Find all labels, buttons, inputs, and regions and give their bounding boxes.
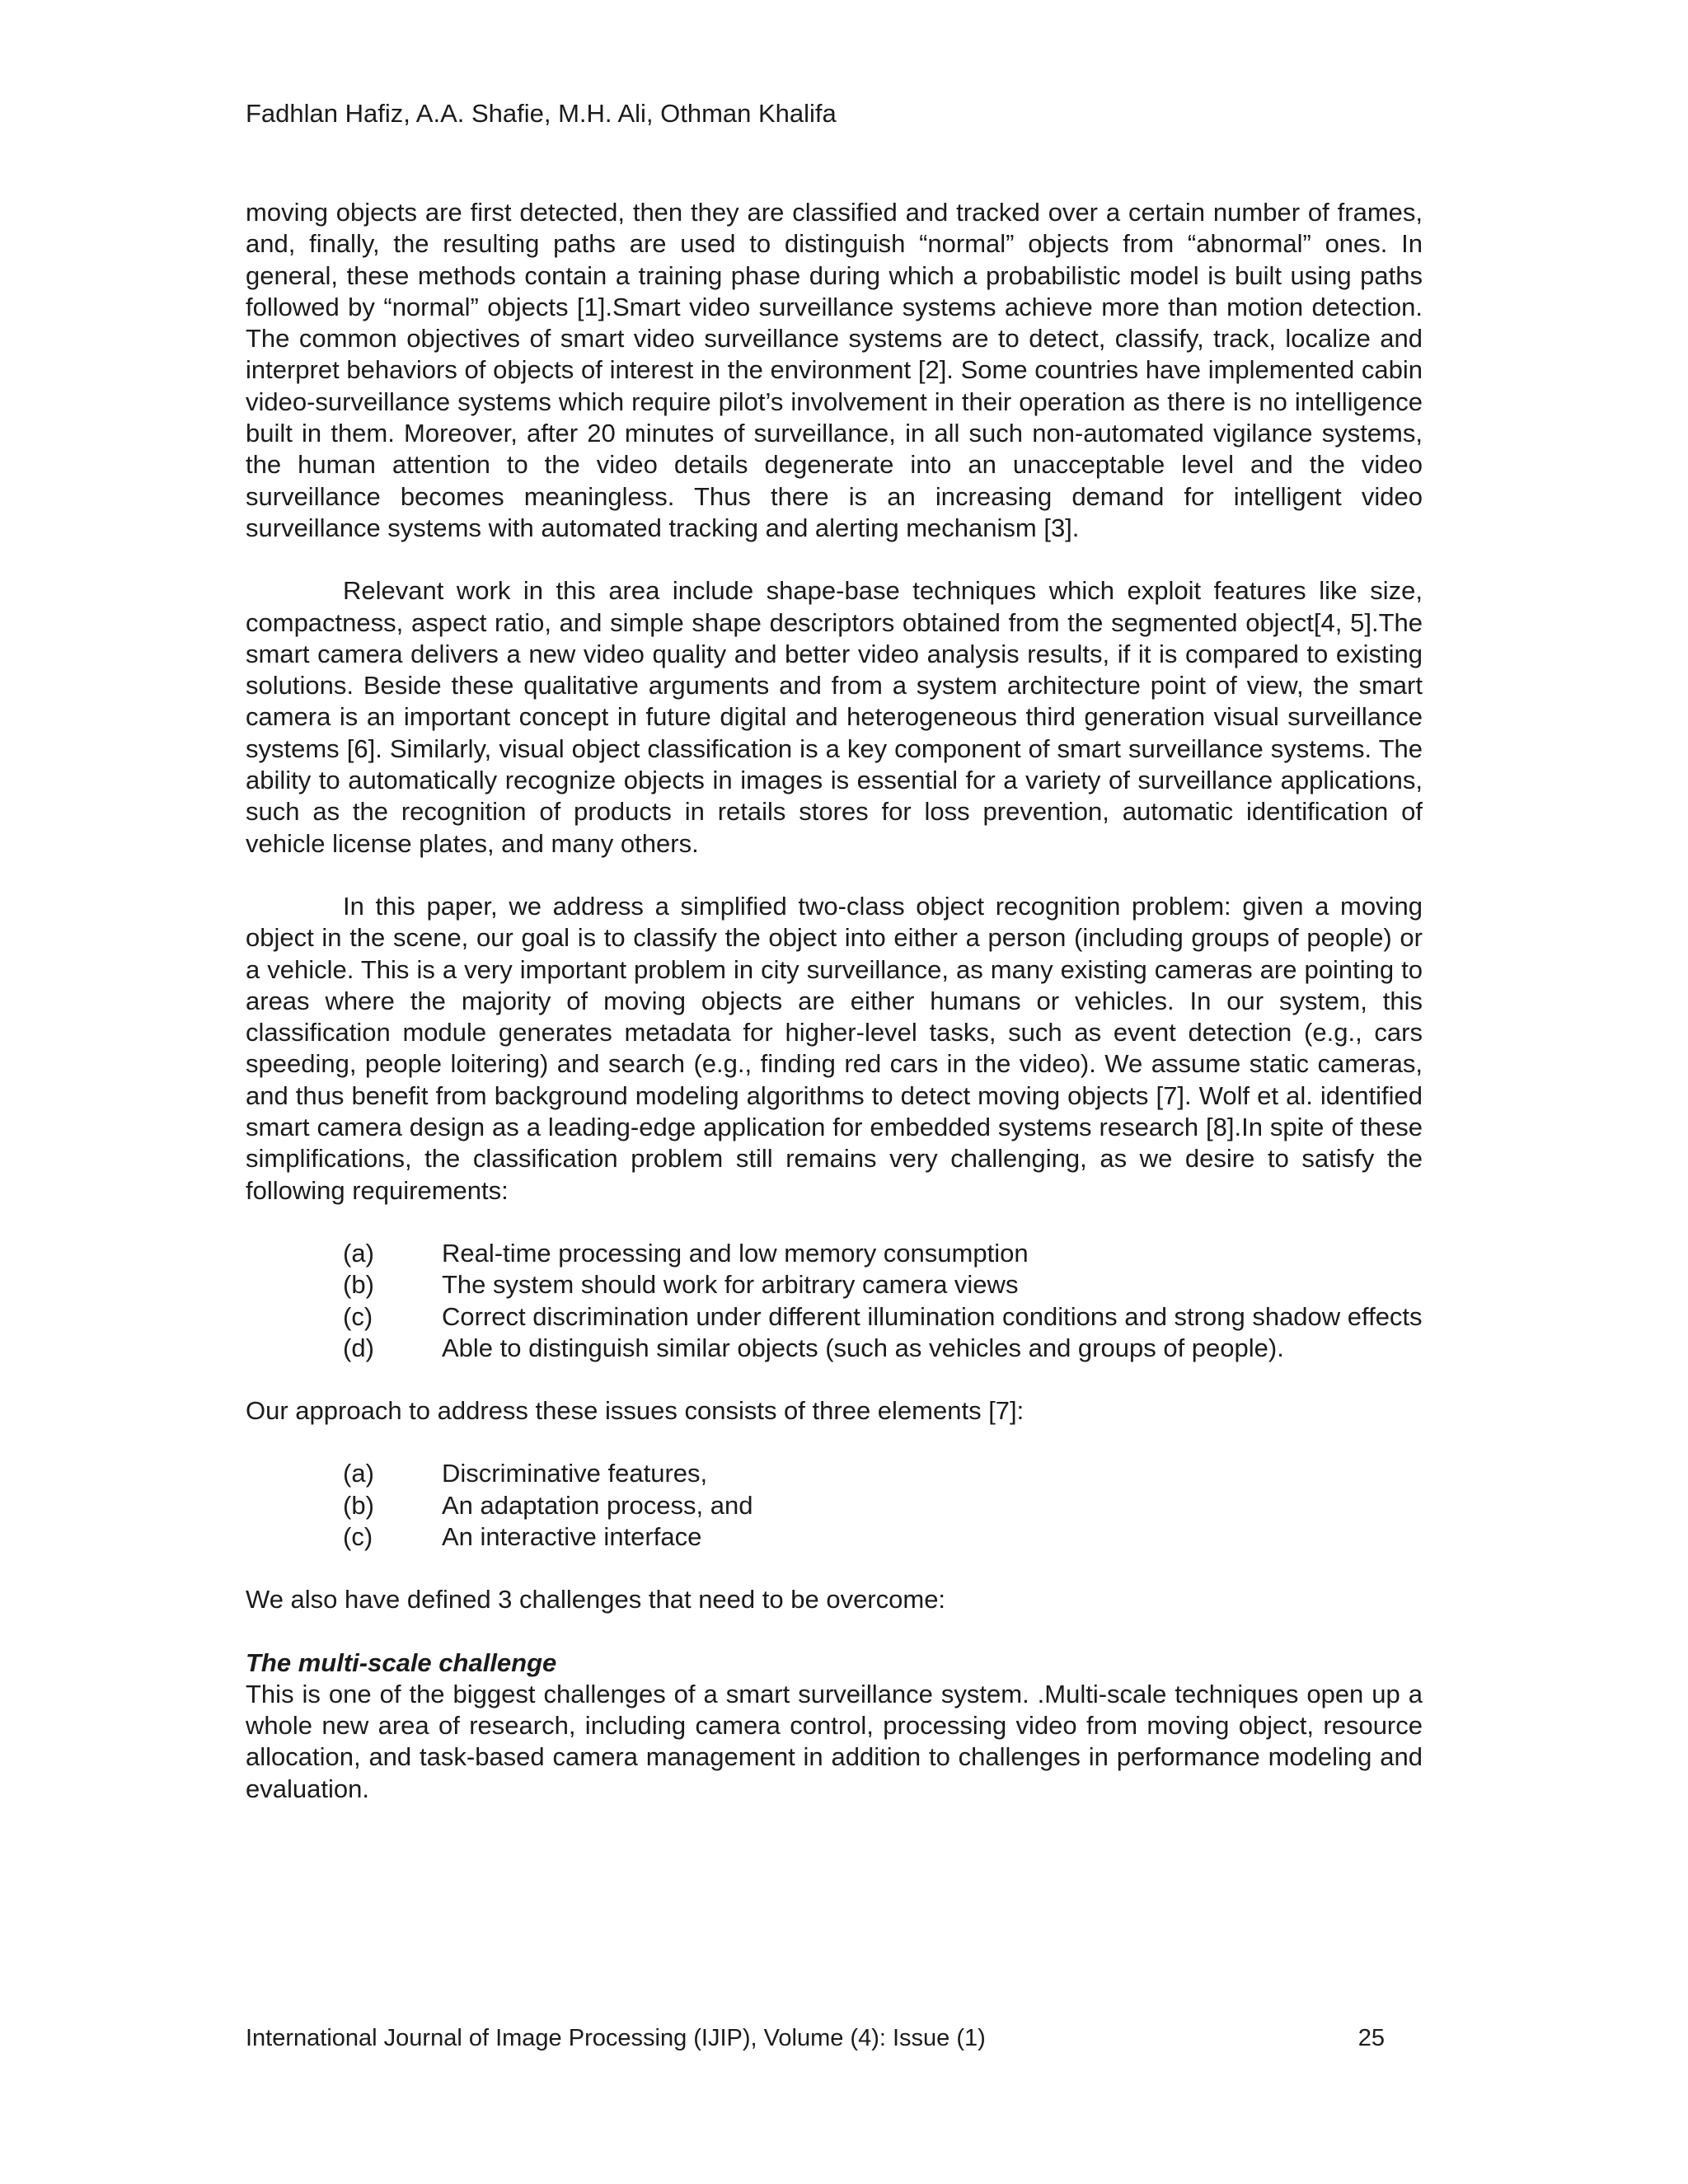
main-body [246, 197, 1423, 1805]
list-item-label: (b) [343, 1270, 374, 1300]
paragraph-related-work: Relevant work in this area include shape-base techniques which exploit features like size, compactness, aspect ratio, and simple shape descriptors obtained from the segmented object[4, 5].The smart camera delivers a new video quality and better video analysis results, if it is compared to existing solutions. Beside these qualitative arguments and from a system architecture point of view, the smart camera is an important concept in future digital and heterogeneous third generation visual surveillance systems [6]. Similarly, visual object classification is a key component of smart surveillance systems. The ability to automatically recognize objects in images is essential for a variety of surveillance applications, such as the recognition of products in retails stores for loss prevention, automatic identification of vehicle license plates, and many others. [246, 576, 1423, 858]
paragraph-problem-statement: In this paper, we address a simplified two-class object recognition problem: given a moving object in the scene, our goal is to classify the object into either a person (including groups of people) or a vehicle. This is a very important problem in city surveillance, as many existing cameras are pointing to areas where the majority of moving objects are either humans or vehicles. In our system, this classification module generates metadata for higher-level tasks, such as event detection (e.g., cars speeding, people loitering) and search (e.g., finding red cars in the video). We assume static cameras, and thus benefit from background modeling algorithms to detect moving objects [7]. Wolf et al. identified smart camera design as a leading-edge application for embedded systems research [8].In spite of these simplifications, the classification problem still remains very challenging, as we desire to satisfy the following requirements: [246, 891, 1423, 1205]
list-item [246, 1490, 1423, 1521]
list-item-text: Real-time processing and low memory consumption [442, 1238, 1029, 1268]
list-item [246, 1238, 1423, 1269]
list-item-text: Discriminative features, [442, 1459, 708, 1488]
paragraph-challenges-intro: We also have defined 3 challenges that need to be overcome: [246, 1585, 946, 1615]
list-item-text: An interactive interface [442, 1521, 702, 1551]
list-item-label: (b) [343, 1490, 374, 1520]
page-footer [246, 2022, 1385, 2054]
approach-elements-list [246, 1458, 1423, 1553]
list-item-label: (a) [343, 1238, 374, 1268]
list-item-text: The system should work for arbitrary camera views [442, 1270, 1019, 1300]
paragraph-multi-scale: This is one of the biggest challenges of a smart surveillance system. .Multi-scale techniques open up a whole new area of research, including camera control, processing video from moving object, resource allocation, and task-based camera management in addition to challenges in performance modeling and evaluation. [246, 1679, 1423, 1803]
list-item-label: (d) [343, 1333, 374, 1362]
paragraph-approach: Our approach to address these issues consists of three elements [7]: [246, 1396, 1025, 1426]
list-item [246, 1521, 1423, 1553]
list-item [246, 1458, 1423, 1489]
list-item [246, 1333, 1423, 1364]
list-item-label: (a) [343, 1459, 374, 1488]
list-item [246, 1269, 1423, 1301]
footer-journal-citation: International Journal of Image Processing (IJIP), Volume (4): Issue (1) [246, 2025, 986, 2051]
list-item-text: Correct discrimination under different illumination conditions and strong shadow effects [442, 1301, 1423, 1331]
paragraph-intro-continued: moving objects are first detected, then they are classified and tracked over a certain number of frames, and, finally, the resulting paths are used to distinguish “normal” objects from “abnormal” ones. In general, these methods contain a training phase during which a probabilistic model is built using paths followed by “normal” objects [1].Smart video surveillance systems achieve more than motion detection. The common objectives of smart video surveillance systems are to detect, classify, track, localize and interpret behaviors of objects of interest in the environment [2]. Some countries have implemented cabin video-surveillance systems which require pilot’s involvement in their operation as there is no intelligence built in them. Moreover, after 20 minutes of surveillance, in all such non-automated vigilance systems, the human attention to the video details degenerate into an unacceptable level and the video surveillance becomes meaningless. Thus there is an increasing demand for intelligent video surveillance systems with automated tracking and alerting mechanism [3]. [246, 198, 1423, 542]
requirements-list [246, 1238, 1423, 1364]
list-item-text: Able to distinguish similar objects (such as vehicles and groups of people). [442, 1333, 1284, 1362]
list-item-label: (c) [343, 1301, 373, 1331]
list-item [246, 1301, 1423, 1333]
page-number: 25 [1357, 2025, 1385, 2051]
list-item-label: (c) [343, 1521, 373, 1551]
running-header-authors: Fadhlan Hafiz, A.A. Shafie, M.H. Ali, Othman Khalifa [246, 99, 837, 128]
section-heading-multi-scale: The multi-scale challenge [246, 1647, 557, 1677]
list-item-text: An adaptation process, and [442, 1490, 753, 1520]
